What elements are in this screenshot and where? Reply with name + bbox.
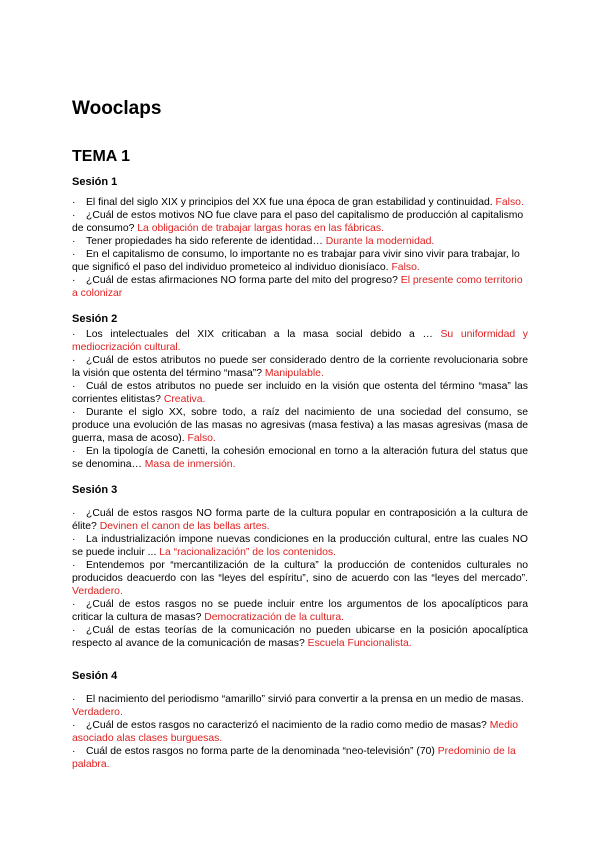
question-text: El final del siglo XIX y principios del XX fue una época de gran estabilidad y continuidad. xyxy=(86,197,493,208)
bullet-icon: · xyxy=(72,275,76,286)
bullet-icon: · xyxy=(72,197,76,208)
question-list xyxy=(72,196,528,300)
question-text: Cuál de estos atributos no puede ser incluido en la visión que ostenta del término “masa” las corrientes elitistas? xyxy=(72,381,528,405)
document-body xyxy=(72,98,528,771)
list-item xyxy=(72,209,528,235)
bullet-icon: · xyxy=(72,508,76,519)
bullet-icon: · xyxy=(72,329,76,340)
list-item xyxy=(72,559,528,598)
bullet-icon: · xyxy=(72,236,76,247)
list-item xyxy=(72,533,528,559)
question-text: En el capitalismo de consumo, lo importante no es trabajar para vivir sino vivir para trabajar, lo que significó el paso del individuo prometeico al individuo dionisíaco. xyxy=(72,249,520,273)
list-item xyxy=(72,248,528,274)
answer-text: Su uniformidad y mediocrización cultural. xyxy=(72,329,528,353)
answer-text: Durante la modernidad. xyxy=(325,236,435,247)
list-item xyxy=(72,354,528,380)
list-item xyxy=(72,406,528,445)
question-text: ¿Cuál de estos rasgos NO forma parte de la cultura popular en contraposición a la cultura de élite? xyxy=(72,508,528,532)
bullet-icon: · xyxy=(72,599,76,610)
question-text: ¿Cuál de estas afirmaciones NO forma parte del mito del progreso? xyxy=(86,275,398,286)
question-text: Tener propiedades ha sido referente de identidad… xyxy=(86,236,323,247)
question-text: En la tipología de Canetti, la cohesión emocional en torno a la alteración futura del status que se denomina… xyxy=(72,446,528,470)
answer-text: El presente como territorio a colonizar xyxy=(72,275,523,299)
answer-text: Masa de inmersión. xyxy=(144,459,236,470)
bullet-icon: · xyxy=(72,355,76,366)
list-item xyxy=(72,328,528,354)
session-section xyxy=(72,484,528,650)
bullet-icon: · xyxy=(72,694,76,705)
answer-text: La obligación de trabajar largas horas en las fábricas. xyxy=(137,223,384,234)
answer-text: Medio asociado alas clases burguesas. xyxy=(72,720,519,744)
bullet-icon: · xyxy=(72,210,76,221)
question-text: ¿Cuál de estas teorías de la comunicación no pueden ubicarse en la posición apocalíptica respecto al avance de la comunicación de masas? xyxy=(72,625,528,649)
bullet-icon: · xyxy=(72,407,76,418)
topic-heading: TEMA 1 xyxy=(72,148,131,165)
answer-text: Devinen el canon de las bellas artes. xyxy=(99,521,270,532)
question-text: Entendemos por “mercantilización de la cultura” la producción de contenidos culturales no producidos deacuerdo con las “leyes del espíritu”, sino de acuerdo con las “leyes del mercado”. xyxy=(72,560,528,584)
bullet-icon: · xyxy=(72,446,76,457)
bullet-icon: · xyxy=(72,625,76,636)
list-item xyxy=(72,719,528,745)
session-heading: Sesión 3 xyxy=(72,484,118,496)
list-item xyxy=(72,380,528,406)
answer-text: Verdadero. xyxy=(72,586,123,597)
bullet-icon: · xyxy=(72,381,76,392)
question-text: ¿Cuál de estos rasgos no caracterizó el nacimiento de la radio como medio de masas? xyxy=(86,720,487,731)
answer-text: Falso. xyxy=(391,262,420,273)
answer-text: La “racionalización” de los contenidos. xyxy=(159,547,336,558)
list-item xyxy=(72,445,528,471)
question-text: ¿Cuál de estos atributos no puede ser considerado dentro de la corriente revolucionaria sobre la visión que ostenta del término “masa”? xyxy=(72,355,528,379)
question-text: El nacimiento del periodismo “amarillo” sirvió para convertir a la prensa en un medio de masas. xyxy=(86,694,524,705)
question-text: La industrialización impone nuevas condiciones en la producción cultural, entre las cuales NO se puede incluir ... xyxy=(72,534,528,558)
question-list xyxy=(72,507,528,650)
question-text: ¿Cuál de estos motivos NO fue clave para el paso del capitalismo de producción al capitalismo de consumo? xyxy=(72,210,524,234)
list-item xyxy=(72,235,528,248)
list-item xyxy=(72,274,528,300)
session-heading: Sesión 2 xyxy=(72,313,118,325)
bullet-icon: · xyxy=(72,560,76,571)
question-text: ¿Cuál de estos rasgos no se puede incluir entre los argumentos de los apocalípticos para criticar la cultura de masas? xyxy=(72,599,528,623)
session-heading: Sesión 4 xyxy=(72,670,118,682)
answer-text: Democratización de la cultura. xyxy=(204,612,345,623)
question-text: Cuál de estos rasgos no forma parte de la denominada “neo-televisión” (70) xyxy=(86,746,435,757)
question-text: Los intelectuales del XIX criticaban a la masa social debido a … xyxy=(86,329,433,340)
list-item xyxy=(72,507,528,533)
bullet-icon: · xyxy=(72,720,76,731)
session-section xyxy=(72,313,528,471)
list-item xyxy=(72,624,528,650)
bullet-icon: · xyxy=(72,746,76,757)
answer-text: Escuela Funcionalista. xyxy=(307,638,412,649)
answer-text: Predominio de la palabra. xyxy=(72,746,516,770)
bullet-icon: · xyxy=(72,534,76,545)
answer-text: Creativa. xyxy=(163,394,206,405)
list-item xyxy=(72,745,528,771)
list-item xyxy=(72,598,528,624)
question-text: Durante el siglo XX, sobre todo, a raíz del nacimiento de una sociedad del consumo, se produce una evolución de las masas no agresivas (masa festiva) a las masas agresivas (masa de guerra, masa de acoso). xyxy=(72,407,528,444)
question-list xyxy=(72,693,528,771)
session-section xyxy=(72,176,528,300)
document-title: Wooclaps xyxy=(72,98,162,119)
list-item xyxy=(72,693,528,719)
sessions-container xyxy=(72,176,528,771)
answer-text: Falso. xyxy=(495,197,524,208)
session-heading: Sesión 1 xyxy=(72,176,118,188)
answer-text: Manipulable. xyxy=(264,368,324,379)
answer-text: Verdadero. xyxy=(72,707,123,718)
bullet-icon: · xyxy=(72,249,76,260)
answer-text: Falso. xyxy=(187,433,216,444)
question-list xyxy=(72,328,528,471)
session-section xyxy=(72,670,528,771)
list-item xyxy=(72,196,528,209)
